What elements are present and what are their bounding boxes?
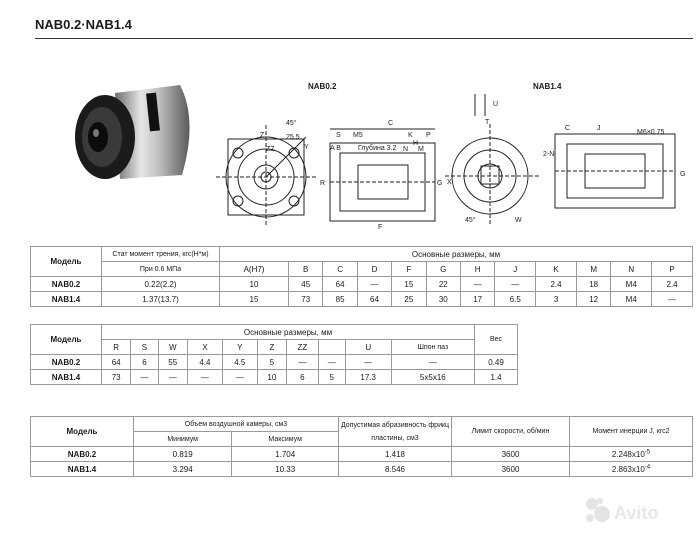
t1-cell: — bbox=[495, 277, 536, 292]
dim-g: G bbox=[437, 180, 443, 187]
t1-col: D bbox=[357, 262, 391, 277]
t1-col: P bbox=[652, 262, 693, 277]
dim-h: H bbox=[413, 140, 419, 147]
spec-table-2 bbox=[30, 324, 518, 385]
t2-cell: — bbox=[345, 355, 391, 370]
t3-cell: 8.546 bbox=[339, 462, 452, 477]
t1-torque-sub: При 0.6 МПа bbox=[102, 262, 220, 277]
table-row bbox=[31, 370, 518, 385]
t2-cell: 5x5x16 bbox=[391, 370, 474, 385]
t1-cell: — bbox=[357, 277, 391, 292]
dim-zz: ZZ bbox=[266, 146, 275, 153]
avito-watermark-logo bbox=[582, 492, 682, 532]
t1-cell: M4 bbox=[611, 292, 652, 307]
t2-cell: 64 bbox=[102, 355, 131, 370]
t2-cell: 4.5 bbox=[222, 355, 257, 370]
t1-col: F bbox=[392, 262, 426, 277]
t2-cell: — bbox=[222, 370, 257, 385]
t2-cell: — bbox=[318, 355, 345, 370]
dim-p: P bbox=[426, 132, 431, 139]
t1-col: G bbox=[426, 262, 460, 277]
t1-row-torque: 1.37(13.7) bbox=[102, 292, 220, 307]
dim-m5: M5 bbox=[353, 132, 363, 139]
t1-dims-header: Основные размеры, мм bbox=[220, 247, 693, 262]
t1-row-torque: 0.22(2.2) bbox=[102, 277, 220, 292]
inertia-exp: -4 bbox=[644, 463, 651, 470]
t2-cell: — bbox=[391, 355, 474, 370]
dim-m6: M6×0.75 bbox=[637, 129, 665, 136]
nab14-drawing bbox=[445, 84, 695, 234]
t2-col: W bbox=[158, 340, 187, 355]
t1-cell: 17 bbox=[460, 292, 494, 307]
t3-cell: 1.704 bbox=[232, 447, 339, 462]
t2-col: X bbox=[187, 340, 222, 355]
drawing-nab14-label: NAB1.4 bbox=[533, 82, 562, 91]
t1-col: M bbox=[576, 262, 610, 277]
t1-row-model: NAB0.2 bbox=[31, 277, 102, 292]
t3-speed-header: Лимит скорости, об/мин bbox=[452, 417, 570, 447]
t2-weight-header: Вес bbox=[475, 325, 518, 355]
t1-cell: 6.5 bbox=[495, 292, 536, 307]
t1-row-model: NAB1.4 bbox=[31, 292, 102, 307]
t1-cell: 30 bbox=[426, 292, 460, 307]
dim-255: 25.5 bbox=[286, 134, 300, 141]
t2-col: Z bbox=[257, 340, 286, 355]
t1-cell: 3 bbox=[536, 292, 577, 307]
t2-weight: 1.4 bbox=[475, 370, 518, 385]
dim-depth: Глубина 3.2 bbox=[358, 145, 397, 152]
t1-torque-header: Стат момент трения, кгс(Н*м) bbox=[102, 247, 220, 262]
dim-c: C bbox=[388, 120, 394, 127]
t1-col: C bbox=[323, 262, 357, 277]
t3-max-header: Максимум bbox=[232, 432, 339, 447]
t3-cell: 10.33 bbox=[232, 462, 339, 477]
t3-inertia-header: Момент инерции J, кгс2 bbox=[570, 417, 693, 447]
t2-cell: 10 bbox=[257, 370, 286, 385]
t3-inertia-cell bbox=[570, 462, 693, 477]
t1-col: K bbox=[536, 262, 577, 277]
t2-col: S bbox=[131, 340, 158, 355]
table-row bbox=[31, 292, 693, 307]
t1-cell: 73 bbox=[289, 292, 323, 307]
table-row bbox=[31, 355, 518, 370]
t1-col: A(H7) bbox=[220, 262, 289, 277]
dim-z: Z bbox=[260, 132, 265, 139]
dim-m: M bbox=[418, 146, 424, 153]
inertia-exp: -5 bbox=[644, 448, 651, 455]
t3-cell: 3600 bbox=[452, 462, 570, 477]
t2-cell: 73 bbox=[102, 370, 131, 385]
t1-cell: — bbox=[460, 277, 494, 292]
t2-cell: 5 bbox=[318, 370, 345, 385]
dim-u: U bbox=[493, 101, 499, 108]
t2-row-model: NAB0.2 bbox=[31, 355, 102, 370]
t1-model-header: Модель bbox=[31, 247, 102, 277]
t3-row-model: NAB1.4 bbox=[31, 462, 134, 477]
dim-r: R bbox=[320, 180, 326, 187]
t2-cell: 4.4 bbox=[187, 355, 222, 370]
spec-table-3 bbox=[30, 416, 693, 477]
title-divider bbox=[35, 38, 693, 39]
dim-k: K bbox=[408, 132, 413, 139]
t1-cell: — bbox=[652, 292, 693, 307]
t2-col: Y bbox=[222, 340, 257, 355]
t3-row-model: NAB0.2 bbox=[31, 447, 134, 462]
t1-cell: 64 bbox=[323, 277, 357, 292]
t2-cell: — bbox=[158, 370, 187, 385]
dim-45-14: 45° bbox=[465, 217, 476, 224]
table-row bbox=[31, 277, 693, 292]
dim-x: X bbox=[447, 179, 452, 186]
spec-table-1 bbox=[30, 246, 693, 307]
t1-cell: 2.4 bbox=[652, 277, 693, 292]
t1-cell: 15 bbox=[220, 292, 289, 307]
t3-cell: 3600 bbox=[452, 447, 570, 462]
t1-col: H bbox=[460, 262, 494, 277]
t1-cell: 64 bbox=[357, 292, 391, 307]
t1-cell: 15 bbox=[392, 277, 426, 292]
t1-cell: 22 bbox=[426, 277, 460, 292]
dim-n: N bbox=[403, 146, 409, 153]
t1-col: N bbox=[611, 262, 652, 277]
t1-cell: 18 bbox=[576, 277, 610, 292]
dim-f: F bbox=[378, 224, 383, 231]
t2-cell: 6 bbox=[287, 370, 319, 385]
clutch-photo bbox=[60, 75, 205, 190]
dim-c14: C bbox=[565, 125, 571, 132]
t2-cell: — bbox=[131, 370, 158, 385]
t3-cell: 1.418 bbox=[339, 447, 452, 462]
t3-inertia-cell bbox=[570, 447, 693, 462]
nab02-drawing bbox=[208, 95, 448, 235]
t2-cell: 6 bbox=[131, 355, 158, 370]
t1-cell: 10 bbox=[220, 277, 289, 292]
t3-wear-header: Допустимая абразивность фрикц пластины, см3 bbox=[339, 417, 452, 447]
t1-col: J bbox=[495, 262, 536, 277]
dim-2n: 2-N bbox=[543, 151, 555, 158]
dim-s: S bbox=[336, 132, 341, 139]
t3-min-header: Минимум bbox=[134, 432, 232, 447]
dim-ab: A B bbox=[330, 145, 341, 152]
t2-model-header: Модель bbox=[31, 325, 102, 355]
t1-cell: 85 bbox=[323, 292, 357, 307]
t3-model-header: Модель bbox=[31, 417, 134, 447]
dim-45: 45° bbox=[286, 120, 297, 127]
t2-cell: — bbox=[187, 370, 222, 385]
t3-cell: 0.819 bbox=[134, 447, 232, 462]
t1-col: B bbox=[289, 262, 323, 277]
drawing-nab02-label: NAB0.2 bbox=[308, 82, 337, 91]
t2-cell: 55 bbox=[158, 355, 187, 370]
t1-cell: 2.4 bbox=[536, 277, 577, 292]
t2-weight: 0.49 bbox=[475, 355, 518, 370]
t1-cell: 45 bbox=[289, 277, 323, 292]
t2-col bbox=[318, 340, 345, 355]
dim-j: J bbox=[597, 125, 601, 132]
dim-y: Y bbox=[304, 144, 309, 151]
t2-col: ZZ bbox=[287, 340, 319, 355]
t2-col: R bbox=[102, 340, 131, 355]
t1-cell: M4 bbox=[611, 277, 652, 292]
t2-col: U bbox=[345, 340, 391, 355]
svg-text:Avito: Avito bbox=[614, 503, 659, 523]
table-row bbox=[31, 462, 693, 477]
dim-g14: G bbox=[680, 171, 686, 178]
t3-volume-header: Объем воздушной камеры, см3 bbox=[134, 417, 339, 432]
t2-col: Шпон паз bbox=[391, 340, 474, 355]
t2-row-model: NAB1.4 bbox=[31, 370, 102, 385]
t1-cell: 12 bbox=[576, 292, 610, 307]
t2-cell: 5 bbox=[257, 355, 286, 370]
t2-dims-header: Основные размеры, мм bbox=[102, 325, 475, 340]
t2-cell: 17.3 bbox=[345, 370, 391, 385]
table-row bbox=[31, 447, 693, 462]
t1-cell: 25 bbox=[392, 292, 426, 307]
inertia-base: 2.248x10 bbox=[611, 449, 645, 459]
page-title: NAB0.2·NAB1.4 bbox=[35, 17, 132, 32]
dim-w: W bbox=[515, 217, 522, 224]
inertia-base: 2.863x10 bbox=[611, 464, 645, 474]
t2-cell: — bbox=[287, 355, 319, 370]
t3-cell: 3.294 bbox=[134, 462, 232, 477]
dim-t: T bbox=[485, 119, 490, 126]
